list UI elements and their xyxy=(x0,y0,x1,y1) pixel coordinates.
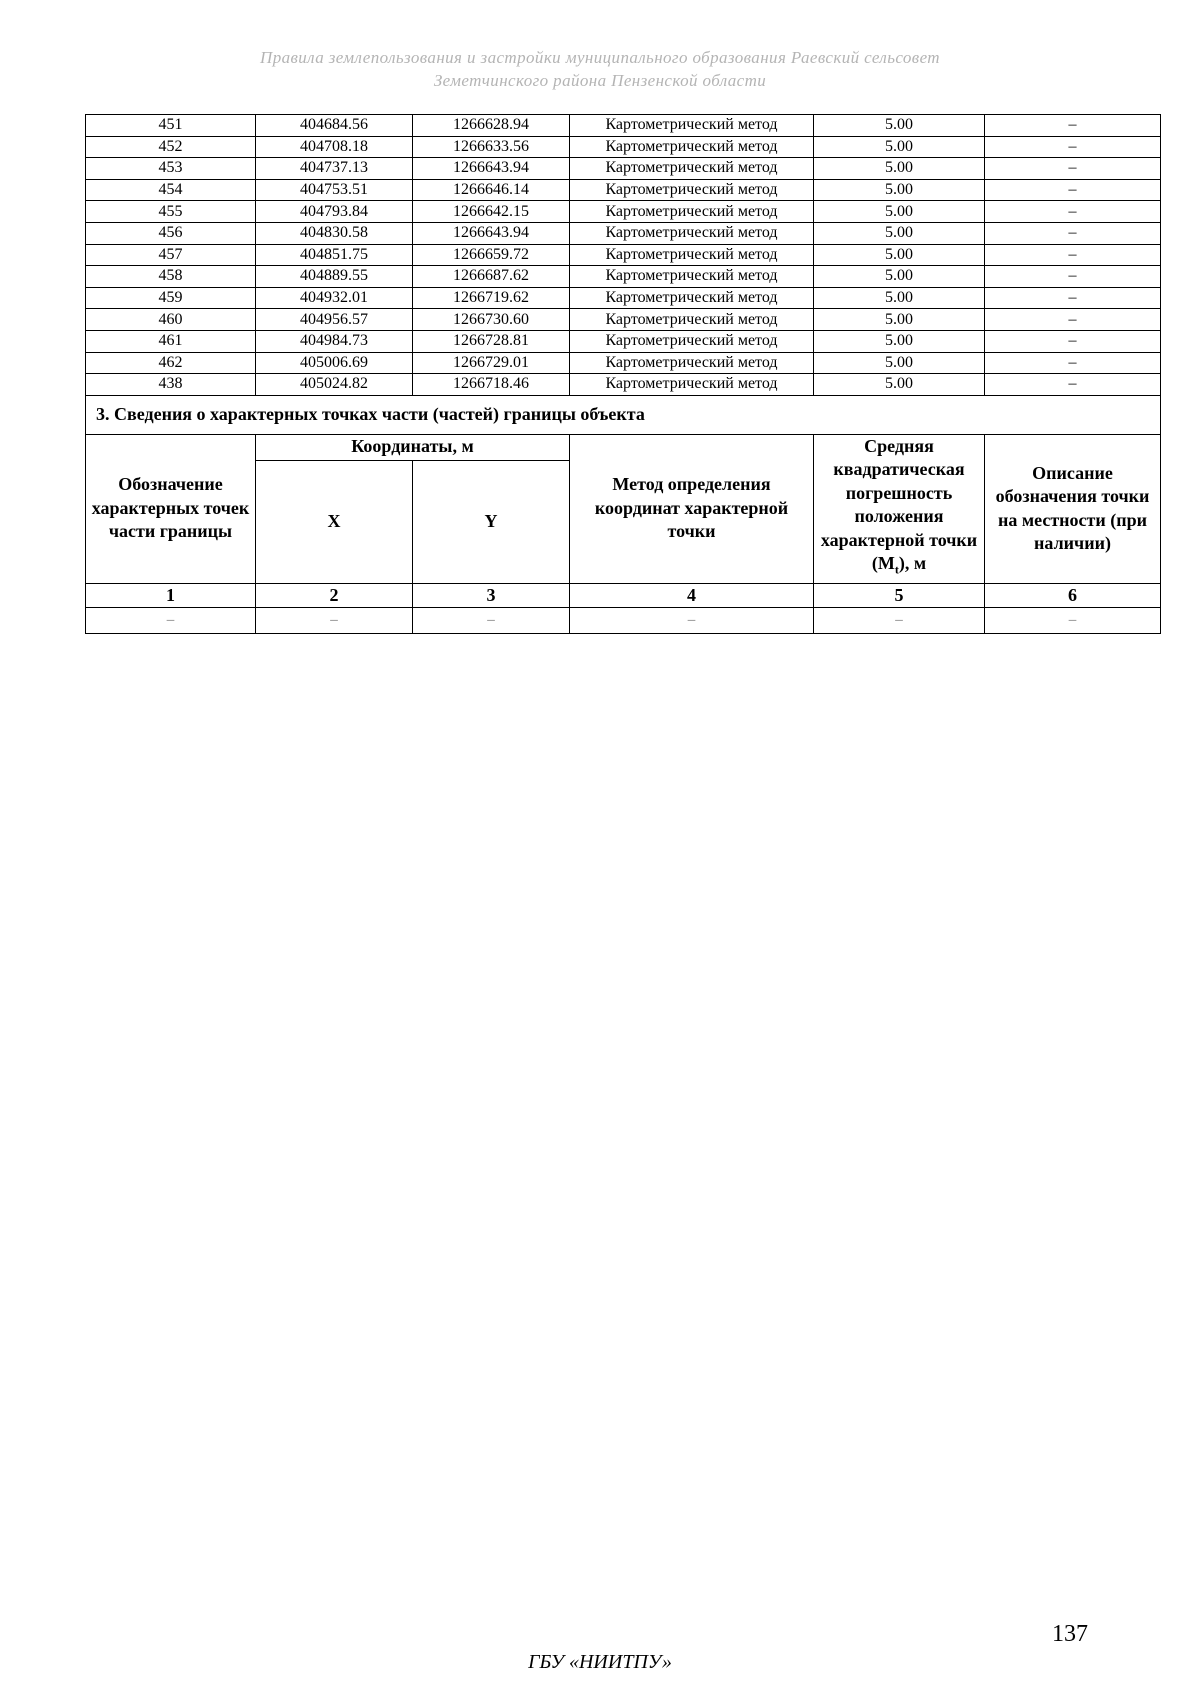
x-coordinate-cell: 404793.84 xyxy=(256,201,413,223)
mean-error-cell: 5.00 xyxy=(814,309,985,331)
table-row xyxy=(86,374,1161,396)
point-number-cell: 455 xyxy=(86,201,256,223)
x-coordinate-cell: 404737.13 xyxy=(256,158,413,180)
table-row xyxy=(86,201,1161,223)
description-cell: – xyxy=(985,136,1161,158)
section-3 xyxy=(86,395,1161,633)
y-coordinate-cell: 1266687.62 xyxy=(413,266,570,288)
empty-cell: – xyxy=(256,607,413,633)
y-coordinate-cell: 1266643.94 xyxy=(413,222,570,244)
x-coordinate-cell: 404889.55 xyxy=(256,266,413,288)
empty-row xyxy=(86,607,1161,633)
table-row xyxy=(86,266,1161,288)
mean-error-cell: 5.00 xyxy=(814,222,985,244)
x-coordinate-cell: 404684.56 xyxy=(256,115,413,137)
column-numbers-row xyxy=(86,583,1161,607)
table-row xyxy=(86,222,1161,244)
mean-error-cell: 5.00 xyxy=(814,201,985,223)
table-row xyxy=(86,330,1161,352)
x-coordinate-cell: 404708.18 xyxy=(256,136,413,158)
x-coordinate-cell: 404984.73 xyxy=(256,330,413,352)
description-cell: – xyxy=(985,158,1161,180)
point-number-cell: 456 xyxy=(86,222,256,244)
x-coordinate-cell: 404932.01 xyxy=(256,287,413,309)
y-coordinate-cell: 1266729.01 xyxy=(413,352,570,374)
method-cell: Картометрический метод xyxy=(570,244,814,266)
description-cell: – xyxy=(985,115,1161,137)
y-coordinate-cell: 1266718.46 xyxy=(413,374,570,396)
empty-cell: – xyxy=(570,607,814,633)
description-cell: – xyxy=(985,179,1161,201)
method-cell: Картометрический метод xyxy=(570,136,814,158)
y-coordinate-cell: 1266659.72 xyxy=(413,244,570,266)
method-cell: Картометрический метод xyxy=(570,179,814,201)
x-coordinate-cell: 404851.75 xyxy=(256,244,413,266)
column-number: 4 xyxy=(570,583,814,607)
description-cell: – xyxy=(985,309,1161,331)
method-cell: Картометрический метод xyxy=(570,158,814,180)
point-number-cell: 438 xyxy=(86,374,256,396)
header-designation: Обозначение характерных точек части границы xyxy=(86,434,256,583)
point-number-cell: 454 xyxy=(86,179,256,201)
mean-error-cell: 5.00 xyxy=(814,374,985,396)
header-y: Y xyxy=(413,460,570,583)
point-number-cell: 453 xyxy=(86,158,256,180)
mean-error-cell: 5.00 xyxy=(814,352,985,374)
y-coordinate-cell: 1266643.94 xyxy=(413,158,570,180)
header-method: Метод определения координат характерной точки xyxy=(570,434,814,583)
table-row xyxy=(86,244,1161,266)
mean-error-cell: 5.00 xyxy=(814,244,985,266)
table-row xyxy=(86,287,1161,309)
x-coordinate-cell: 404830.58 xyxy=(256,222,413,244)
empty-cell: – xyxy=(413,607,570,633)
point-number-cell: 452 xyxy=(86,136,256,158)
point-number-cell: 459 xyxy=(86,287,256,309)
x-coordinate-cell: 404753.51 xyxy=(256,179,413,201)
x-coordinate-cell: 404956.57 xyxy=(256,309,413,331)
method-cell: Картометрический метод xyxy=(570,115,814,137)
column-number: 1 xyxy=(86,583,256,607)
mean-error-cell: 5.00 xyxy=(814,179,985,201)
coordinates-rows xyxy=(86,115,1161,396)
method-cell: Картометрический метод xyxy=(570,266,814,288)
header-mean-error-unit: ), м xyxy=(898,553,927,574)
point-number-cell: 461 xyxy=(86,330,256,352)
mean-error-cell: 5.00 xyxy=(814,136,985,158)
method-cell: Картометрический метод xyxy=(570,330,814,352)
column-number: 6 xyxy=(985,583,1161,607)
header-mean-error-subscript: t xyxy=(894,563,899,578)
mean-error-cell: 5.00 xyxy=(814,330,985,352)
x-coordinate-cell: 405024.82 xyxy=(256,374,413,396)
empty-cell: – xyxy=(86,607,256,633)
header-line-1: Правила землепользования и застройки муниципального образования Раевский сельсовет xyxy=(260,48,940,67)
column-number: 2 xyxy=(256,583,413,607)
description-cell: – xyxy=(985,201,1161,223)
column-number: 5 xyxy=(814,583,985,607)
point-number-cell: 457 xyxy=(86,244,256,266)
y-coordinate-cell: 1266642.15 xyxy=(413,201,570,223)
y-coordinate-cell: 1266633.56 xyxy=(413,136,570,158)
section-3-title: 3. Сведения о характерных точках части (частей) границы объекта xyxy=(86,395,1161,434)
mean-error-cell: 5.00 xyxy=(814,266,985,288)
y-coordinate-cell: 1266728.81 xyxy=(413,330,570,352)
header-coordinates: Координаты, м xyxy=(256,434,570,460)
mean-error-cell: 5.00 xyxy=(814,158,985,180)
coordinates-table xyxy=(85,114,1161,634)
point-number-cell: 458 xyxy=(86,266,256,288)
point-number-cell: 462 xyxy=(86,352,256,374)
table-row xyxy=(86,115,1161,137)
table-row xyxy=(86,352,1161,374)
x-coordinate-cell: 405006.69 xyxy=(256,352,413,374)
table-row xyxy=(86,179,1161,201)
method-cell: Картометрический метод xyxy=(570,352,814,374)
description-cell: – xyxy=(985,244,1161,266)
header-mean-error xyxy=(814,434,985,583)
method-cell: Картометрический метод xyxy=(570,222,814,244)
method-cell: Картометрический метод xyxy=(570,287,814,309)
table-row xyxy=(86,136,1161,158)
page-header xyxy=(0,46,1200,92)
mean-error-cell: 5.00 xyxy=(814,287,985,309)
description-cell: – xyxy=(985,222,1161,244)
y-coordinate-cell: 1266719.62 xyxy=(413,287,570,309)
empty-cell: – xyxy=(985,607,1161,633)
y-coordinate-cell: 1266646.14 xyxy=(413,179,570,201)
y-coordinate-cell: 1266730.60 xyxy=(413,309,570,331)
description-cell: – xyxy=(985,287,1161,309)
method-cell: Картометрический метод xyxy=(570,201,814,223)
header-x: X xyxy=(256,460,413,583)
method-cell: Картометрический метод xyxy=(570,374,814,396)
header-mean-error-text: Средняя квадратическая погрешность положения характерной точки (M xyxy=(820,435,978,574)
description-cell: – xyxy=(985,330,1161,352)
y-coordinate-cell: 1266628.94 xyxy=(413,115,570,137)
description-cell: – xyxy=(985,374,1161,396)
table-row xyxy=(86,158,1161,180)
column-number: 3 xyxy=(413,583,570,607)
header-description: Описание обозначения точки на местности (при наличии) xyxy=(985,434,1161,583)
description-cell: – xyxy=(985,352,1161,374)
mean-error-cell: 5.00 xyxy=(814,115,985,137)
point-number-cell: 460 xyxy=(86,309,256,331)
page-number: 137 xyxy=(1052,1621,1088,1647)
table-row xyxy=(86,309,1161,331)
page-footer: ГБУ «НИИТПУ» xyxy=(528,1651,672,1673)
empty-cell: – xyxy=(814,607,985,633)
description-cell: – xyxy=(985,266,1161,288)
method-cell: Картометрический метод xyxy=(570,309,814,331)
header-line-2: Земетчинского района Пензенской области xyxy=(433,71,767,90)
point-number-cell: 451 xyxy=(86,115,256,137)
